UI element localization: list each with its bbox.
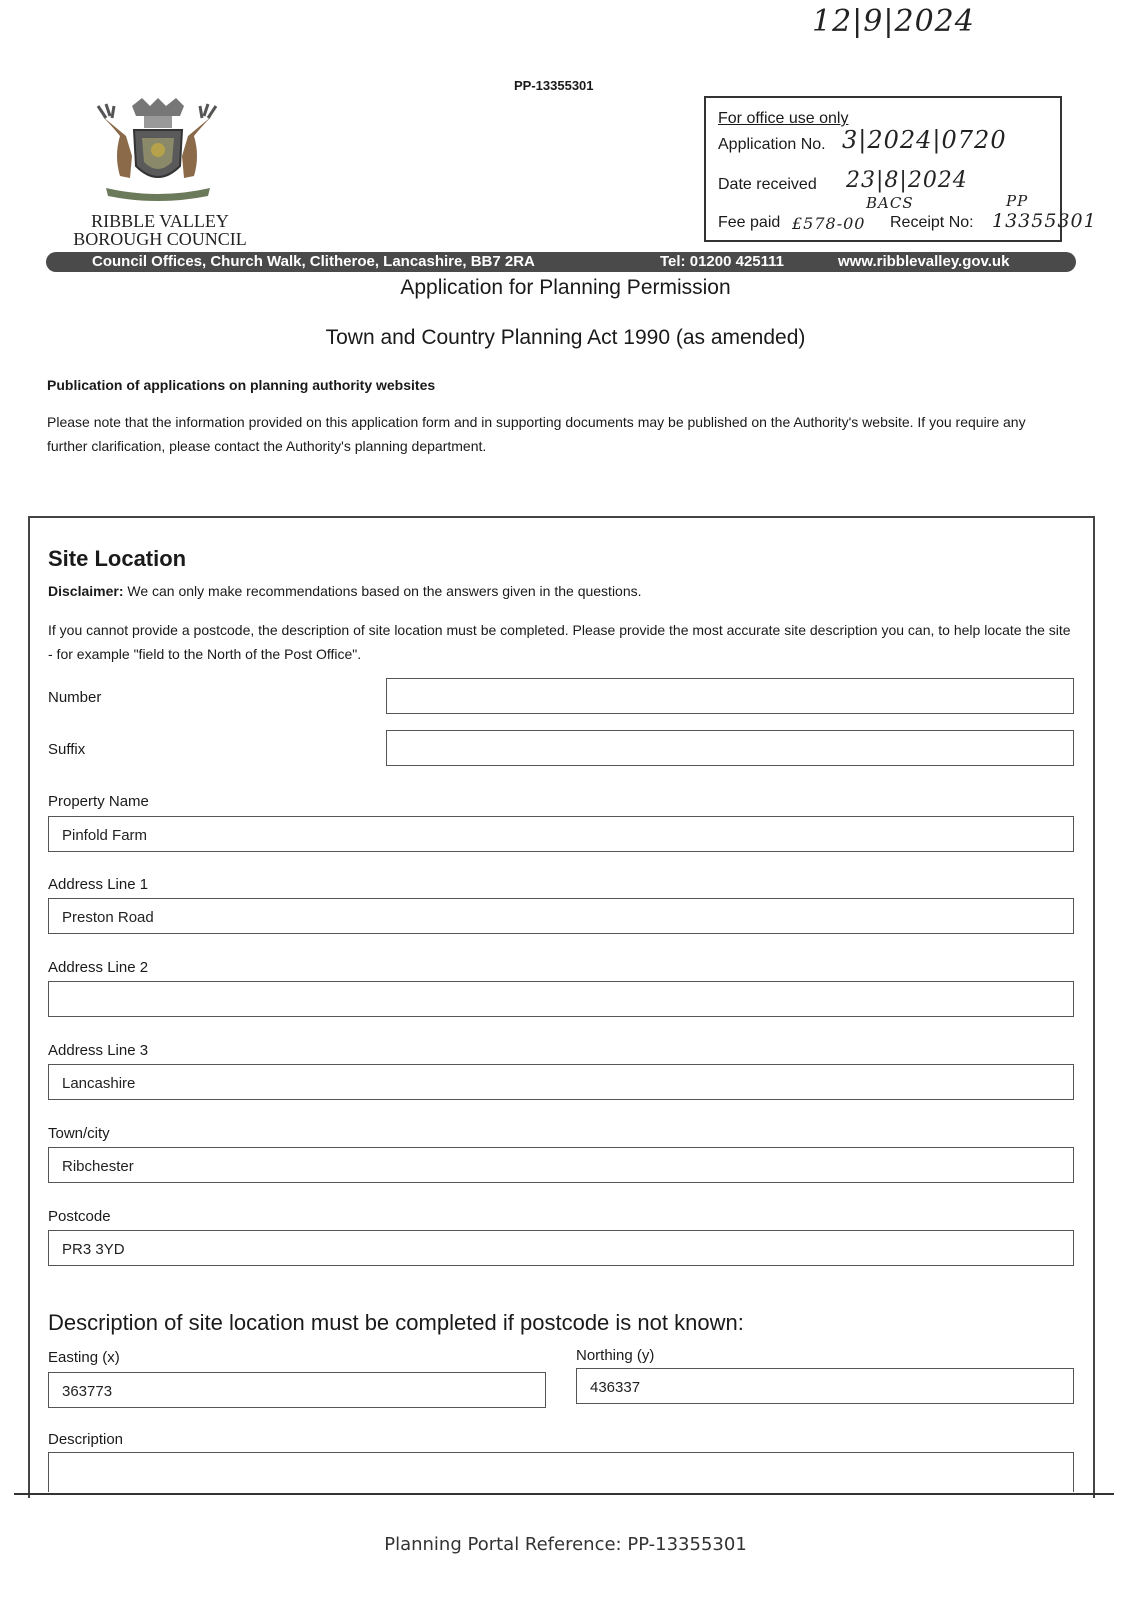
publication-heading: Publication of applications on planning authority websites bbox=[47, 377, 436, 393]
suffix-label: Suffix bbox=[48, 741, 86, 758]
postcode-field[interactable]: PR3 3YD bbox=[48, 1230, 1074, 1266]
office-use-box bbox=[704, 96, 1097, 242]
section-title: Site Location bbox=[48, 546, 187, 571]
address-line-2-field[interactable] bbox=[48, 981, 1074, 1017]
act-title: Town and Country Planning Act 1990 (as amended) bbox=[325, 326, 806, 349]
date-received-label: Date received bbox=[718, 176, 817, 193]
address-line-2-label: Address Line 2 bbox=[48, 959, 149, 976]
application-no-label: Application No. bbox=[718, 136, 826, 153]
property-name-label: Property Name bbox=[48, 793, 149, 810]
council-name bbox=[60, 212, 260, 248]
address-line-3-label: Address Line 3 bbox=[48, 1042, 149, 1059]
description-field[interactable] bbox=[48, 1452, 1074, 1492]
town-city-label: Town/city bbox=[48, 1125, 110, 1142]
publication-text: Please note that the information provided on this application form and in supporting documents may be published on the Authority's website. If you require any further clarification, please contact the Authority's planning department. bbox=[47, 414, 1026, 454]
council-name-line1: RIBBLE VALLEY bbox=[91, 211, 229, 231]
contact-bar bbox=[46, 252, 1076, 272]
disclaimer-text: We can only make recommendations based on the answers given in the questions. bbox=[127, 583, 642, 599]
payment-note: PP bbox=[1006, 192, 1029, 210]
footer-divider bbox=[14, 1493, 1114, 1495]
description-label: Description bbox=[48, 1431, 124, 1448]
receipt-label: Receipt No: bbox=[890, 214, 974, 231]
council-website: www.ribblevalley.gov.uk bbox=[838, 253, 1010, 270]
easting-label: Easting (x) bbox=[48, 1349, 120, 1366]
payment-method: BACS bbox=[866, 194, 914, 212]
date-received-value: 23|8|2024 bbox=[846, 168, 968, 193]
easting-field[interactable]: 363773 bbox=[48, 1372, 546, 1408]
number-field[interactable] bbox=[386, 678, 1074, 714]
council-name-line2: BOROUGH COUNCIL bbox=[73, 229, 247, 249]
postcode-label: Postcode bbox=[48, 1208, 111, 1225]
council-telephone: Tel: 01200 425111 bbox=[660, 253, 784, 270]
address-line-1-label: Address Line 1 bbox=[48, 876, 149, 893]
portal-reference: Planning Portal Reference: PP-13355301 bbox=[384, 1534, 747, 1555]
postcode-note: If you cannot provide a postcode, the description of site location must be completed. Please provide the most accurate site description you can, to help locate the site - for example "field to the North of the Post Office". bbox=[48, 622, 1071, 662]
town-city-field[interactable]: Ribchester bbox=[48, 1147, 1074, 1183]
address-line-3-field[interactable]: Lancashire bbox=[48, 1064, 1074, 1100]
application-no-value: 3|2024|0720 bbox=[842, 126, 1007, 154]
number-label: Number bbox=[48, 689, 102, 706]
fee-paid-value: £578-00 bbox=[792, 214, 866, 233]
council-crest-icon bbox=[92, 96, 222, 206]
receipt-value: 13355301 bbox=[992, 210, 1097, 232]
suffix-field[interactable] bbox=[386, 730, 1074, 766]
property-name-field[interactable]: Pinfold Farm bbox=[48, 816, 1074, 852]
description-heading: Description of site location must be completed if postcode is not known: bbox=[48, 1310, 744, 1335]
northing-field[interactable]: 436337 bbox=[576, 1368, 1074, 1404]
disclaimer-label: Disclaimer: bbox=[48, 583, 124, 599]
form-title: Application for Planning Permission bbox=[400, 276, 731, 299]
northing-label: Northing (y) bbox=[576, 1347, 655, 1364]
disclaimer bbox=[48, 583, 642, 599]
fee-paid-label: Fee paid bbox=[718, 214, 781, 231]
handwritten-date: 12|9|2024 bbox=[812, 4, 975, 39]
council-address: Council Offices, Church Walk, Clitheroe, Lancashire, BB7 2RA bbox=[92, 253, 535, 270]
reference-number: PP-13355301 bbox=[514, 78, 594, 93]
office-use-title: For office use only bbox=[718, 110, 849, 127]
address-line-1-field[interactable]: Preston Road bbox=[48, 898, 1074, 934]
